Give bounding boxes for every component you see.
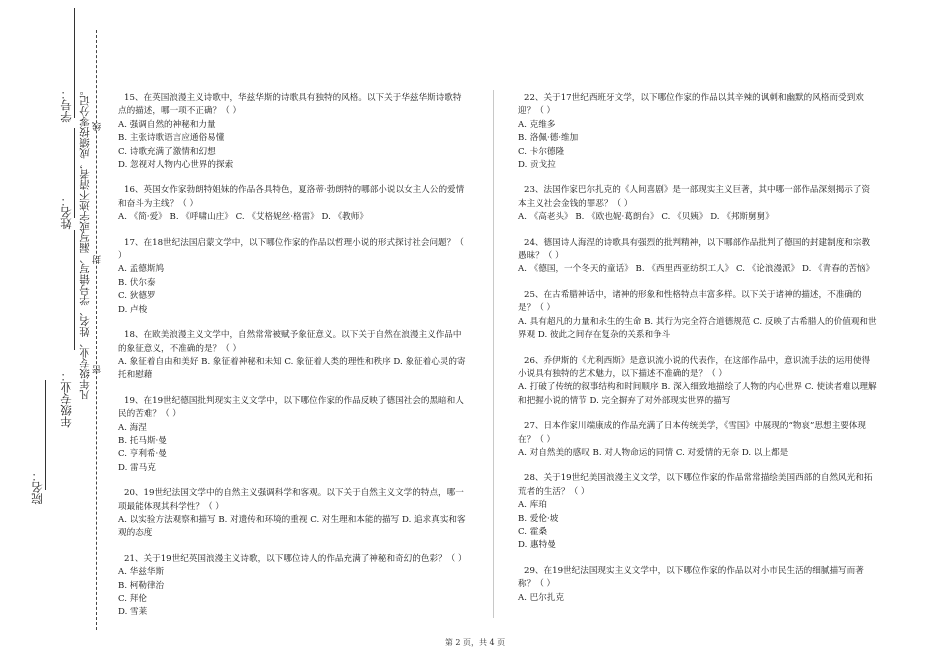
question-28 [518, 472, 878, 552]
question-24 [518, 237, 878, 277]
option: D. 卢梭 [118, 304, 148, 315]
question-23 [518, 184, 878, 224]
option: C. 卡尔德隆 [518, 146, 565, 157]
question-stem: 27、日本作家川端康成的作品充满了日本传统美学，《雪国》中展现的“物哀”思想主要体现在？（ ） [518, 421, 866, 445]
option: A. 强调自然的神秘和力量 [118, 119, 216, 130]
option: D. 雪莱 [118, 607, 148, 618]
question-stem: 22、关于17世纪西班牙文学，以下哪位作家的作品以其辛辣的讽刺和幽默的风格而受到欢迎？（ ） [518, 93, 864, 117]
question-stem: 26、乔伊斯的《尤利西斯》是意识流小说的代表作，在这部作品中，意识流手法的运用使得小说具有独特的艺术魅力，以下描述不准确的是？（ ） [518, 355, 871, 379]
option: A. 华兹华斯 [118, 567, 165, 578]
question-17 [118, 237, 470, 317]
option: D. 惠特曼 [518, 540, 556, 551]
option: B. 伏尔泰 [118, 277, 156, 288]
question-stem: 18、在欧美浪漫主义文学中，自然常常被赋予象征意义。以下关于自然在浪漫主义作品中的象征意义，不准确的是？（ ） [118, 330, 462, 354]
question-stem: 20、19世纪法国文学中的自然主义强调科学和客观。以下关于自然主义文学的特点，哪一项最能体现其科学性？（ ） [118, 488, 464, 512]
option: A. 具有超凡的力量和永生的生命 B. 其行为完全符合道德规范 C. 反映了古希腊人的价值观和世界观 D. 彼此之间存在复杂的关系和争斗 [518, 316, 877, 341]
school-line [45, 380, 46, 490]
option: A. 对自然美的感叹 B. 对人物命运的同情 C. 对爱情的无奈 D. 以上都是 [518, 447, 789, 458]
question-20 [118, 487, 470, 541]
option: A. 象征着自由和美好 B. 象征着神秘和未知 C. 象征着人类的理性和秩序 D. 象征着心灵的寄托和慰藉 [118, 356, 466, 381]
option: A. 打破了传统的叙事结构和时间顺序 B. 深入细致地描绘了人物的内心世界 C. 使读者难以理解和把握小说的情节 D. 完全摒弃了对外部现实世界的描写 [518, 382, 877, 406]
question-stem: 24、德国诗人海涅的诗歌具有强烈的批判精神，以下哪部作品批判了德国的封建制度和宗教愚昧？（ ） [518, 237, 871, 262]
question-22 [518, 92, 878, 172]
seal-mark-feng: 封 [93, 255, 103, 264]
column-divider [493, 90, 494, 618]
option: C. 霍桑 [518, 526, 547, 537]
page-number: 第 2 页，共 4 页 [444, 638, 506, 647]
binding-margin [0, 0, 115, 672]
question-stem: 21、关于19世纪英国浪漫主义诗歌，以下哪位诗人的作品充满了神秘和奇幻的色彩？（ ） [124, 553, 467, 564]
left-question-column [118, 92, 470, 632]
seal-mark-mi: 密 [93, 365, 103, 374]
question-21 [118, 553, 470, 620]
student-id-line [74, 8, 75, 118]
grade-major-line [74, 230, 75, 350]
question-stem: 15、在英国浪漫主义诗歌中，华兹华斯的诗歌具有独特的风格。以下关于华兹华斯诗歌特点的描述，哪一项不正确？（ ） [118, 93, 462, 117]
option: C. 亨利希·曼 [118, 449, 167, 460]
question-15 [118, 92, 470, 172]
option: B. 爱伦·坡 [518, 513, 559, 524]
question-stem: 28、关于19世纪美国浪漫主义文学，以下哪位作家的作品常常描绘美国西部的自然风光和拓荒者的生活？（ ） [518, 473, 873, 497]
seal-dashed-line [96, 30, 97, 630]
option: C. 狄德罗 [118, 291, 156, 302]
question-stem: 29、在19世纪法国现实主义文学中，以下哪位作家的作品以对小市民生活的细腻描写而著称？（ ） [518, 565, 864, 590]
option: A. 海涅 [118, 422, 147, 433]
binding-notice: 凡年级专业、姓名、学号错写、漏写或字迹不清者，成绩按零分记。 [79, 85, 91, 400]
question-19 [118, 395, 470, 475]
question-16 [118, 184, 470, 224]
seal-mark-xian: 线 [93, 122, 103, 131]
question-29 [518, 565, 878, 605]
question-stem: 23、法国作家巴尔扎克的《人间喜剧》是一部现实主义巨著，其中哪一部作品深刻揭示了资本主义社会金钱的罪恶？（ ） [518, 185, 871, 209]
option: B. 洛佩·德·维加 [518, 133, 579, 144]
question-stem: 17、在18世纪法国启蒙文学中，以下哪位作家的作品以哲理小说的形式探讨社会问题？（ ） [118, 237, 464, 262]
option: A. 克维多 [518, 119, 556, 130]
option: C. 诗歌充满了激情和幻想 [118, 146, 216, 157]
name-line [74, 128, 75, 218]
option: A. 巴尔扎克 [518, 592, 565, 603]
option: D. 忽视对人物内心世界的探索 [118, 160, 234, 171]
option: A. 以实验方法观察和描写 B. 对遗传和环境的重视 C. 对生理和本能的描写 D. 追求真实和客观的态度 [118, 514, 466, 539]
grade-major-label: 年级专业： [59, 370, 73, 428]
option: A. 《简·爱》 B. 《呼啸山庄》 C. 《艾格妮丝·格雷》 D. 《教师》 [118, 212, 368, 223]
option: C. 拜伦 [118, 594, 147, 604]
question-26 [518, 355, 878, 409]
option: A. 库珀 [518, 500, 547, 511]
question-stem: 19、在19世纪德国批判现实主义文学中，以下哪位作家的作品反映了德国社会的黑暗和人民的苦难？（ ） [118, 395, 464, 420]
school-label: 院名： [30, 470, 44, 505]
name-label: 姓名： [59, 195, 73, 230]
right-question-column [518, 92, 878, 617]
option: B. 主张诗歌语言应通俗易懂 [118, 133, 225, 144]
question-27 [518, 420, 878, 460]
question-stem: 16、英国女作家勃朗特姐妹的作品各具特色，夏洛蒂·勃朗特的哪部小说以女主人公的爱情和奋斗为主线？（ ） [118, 185, 465, 209]
question-25 [518, 289, 878, 343]
option: D. 贡戈拉 [518, 160, 556, 171]
question-18 [118, 329, 470, 383]
student-id-label: 学号： [59, 88, 73, 123]
option: A. 《德国，一个冬天的童话》 B. 《西里西亚纺织工人》 C. 《论浪漫派》 D. 《青春的苦恼》 [518, 264, 875, 275]
option: A. 孟德斯鸠 [118, 264, 165, 275]
question-stem: 25、在古希腊神话中，诸神的形象和性格特点丰富多样。以下关于诸神的描述，不准确的是？（ ） [518, 289, 862, 314]
option: B. 托马斯·曼 [118, 435, 167, 446]
option: B. 柯勒律治 [118, 580, 165, 591]
option: D. 雷马克 [118, 462, 156, 473]
option: A. 《高老头》 B. 《欧也妮·葛朗台》 C. 《贝姨》 D. 《邦斯舅舅》 [518, 212, 774, 223]
